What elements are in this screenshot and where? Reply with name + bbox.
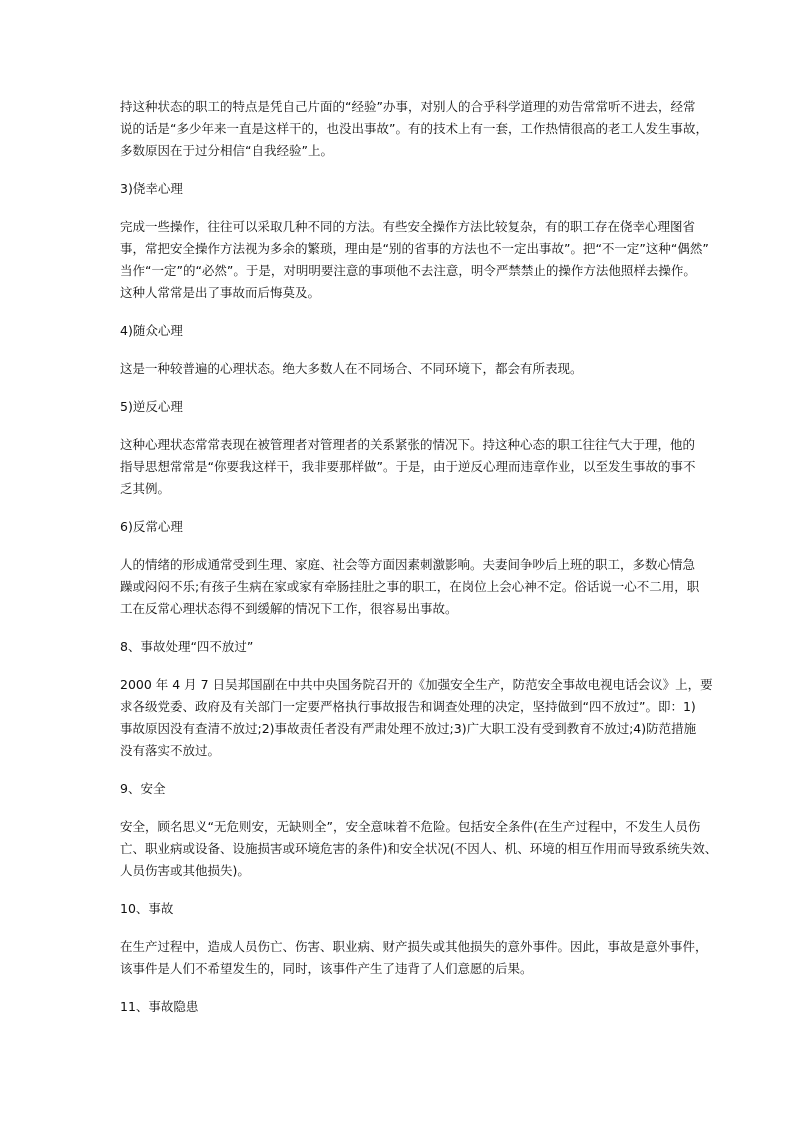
paragraph-line: 这种人常常是出了事故而后悔莫及。 <box>120 285 321 300</box>
section-heading: 3)侥幸心理 <box>120 181 183 196</box>
document-body <box>120 96 718 1034</box>
paragraph-line: 没有落实不放过。 <box>120 743 221 758</box>
paragraph <box>120 936 708 980</box>
paragraph-line: 求各级党委、政府及有关部门一定要严格执行事故报告和调查处理的决定，坚持做到“四不放过”。即：1) <box>120 699 696 714</box>
paragraph <box>120 674 713 762</box>
paragraph-line: 这是一种较普遍的心理状态。绝大多数人在不同场合、不同环境下，都会有所表现。 <box>120 361 583 376</box>
paragraph-line: 完成一些操作，往往可以采取几种不同的方法。有些安全操作方法比较复杂，有的职工存在侥幸心理图省 <box>120 219 696 234</box>
paragraph-line: 乏其例。 <box>120 481 171 496</box>
section-heading: 10、事故 <box>120 901 174 916</box>
paragraph-line: 这种心理状态常常表现在被管理者对管理者的关系紧张的情况下。持这种心态的职工往往气大于理，他的 <box>120 437 696 452</box>
paragraph-line: 当作“一定”的“必然”。于是，对明明要注意的事项他不去注意，明令严禁禁止的操作方法他照样去操作。 <box>120 263 696 278</box>
paragraph <box>120 434 696 500</box>
section-heading: 4)随众心理 <box>120 323 183 338</box>
paragraph-line: 多数原因在于过分相信“自我经验”上。 <box>120 143 333 158</box>
paragraph-line: 指导思想常常是“你要我这样干，我非要那样做”。于是，由于逆反心理而违章作业，以至发生事故的事不 <box>120 459 696 474</box>
paragraph-line: 持这种状态的职工的特点是凭自己片面的“经验”办事，对别人的合乎科学道理的劝告常常听不进去，经常 <box>120 99 696 114</box>
paragraph-line: 躁或闷闷不乐;有孩子生病在家或家有牵肠挂肚之事的职工，在岗位上会心神不定。俗话说一心不二用，职 <box>120 579 700 594</box>
section-heading: 8、事故处理“四不放过” <box>120 639 254 654</box>
paragraph-line: 在生产过程中，造成人员伤亡、伤害、职业病、财产损失或其他损失的意外事件。因此，事故是意外事件， <box>120 939 708 954</box>
paragraph-line: 事，常把安全操作方法视为多余的繁琐，理由是“别的省事的方法也不一定出事故”。把“不一定”这种“偶然” <box>120 241 709 256</box>
section-heading: 11、事故隐患 <box>120 999 199 1014</box>
paragraph-line: 亡、职业病或设备、设施损害或环境危害的条件)和安全状况(不因人、机、环境的相互作用而导致系统失效、 <box>120 841 718 856</box>
paragraph-line: 人员伤害或其他损失)。 <box>120 863 250 878</box>
paragraph-line: 2000 年 4 月 7 日吴邦国副在中共中央国务院召开的《加强安全生产，防范安全事故电视电话会议》上，要 <box>120 677 713 692</box>
paragraph-line: 说的话是“多少年来一直是这样干的，也没出事故”。有的技术上有一套，工作热情很高的老工人发生事故， <box>120 121 708 136</box>
section-heading: 5)逆反心理 <box>120 399 183 414</box>
section-heading: 9、安全 <box>120 781 166 796</box>
paragraph <box>120 96 708 162</box>
section-heading: 6)反常心理 <box>120 519 183 534</box>
paragraph-line: 工在反常心理状态得不到缓解的情况下工作，很容易出事故。 <box>120 601 458 616</box>
paragraph <box>120 358 680 380</box>
paragraph-line: 该事件是人们不希望发生的，同时，该事件产生了违背了人们意愿的后果。 <box>120 961 533 976</box>
paragraph <box>120 816 718 882</box>
paragraph-line: 人的情绪的形成通常受到生理、家庭、社会等方面因素刺激影响。夫妻间争吵后上班的职工，多数心情急 <box>120 557 696 572</box>
paragraph <box>120 216 709 304</box>
paragraph <box>120 554 700 620</box>
paragraph-line: 事故原因没有查清不放过;2)事故责任者没有严肃处理不放过;3)广大职工没有受到教育不放过;4)防范措施 <box>120 721 697 736</box>
paragraph-line: 安全，顾名思义“无危则安，无缺则全”，安全意味着不危险。包括安全条件(在生产过程中，不发生人员伤 <box>120 819 701 834</box>
